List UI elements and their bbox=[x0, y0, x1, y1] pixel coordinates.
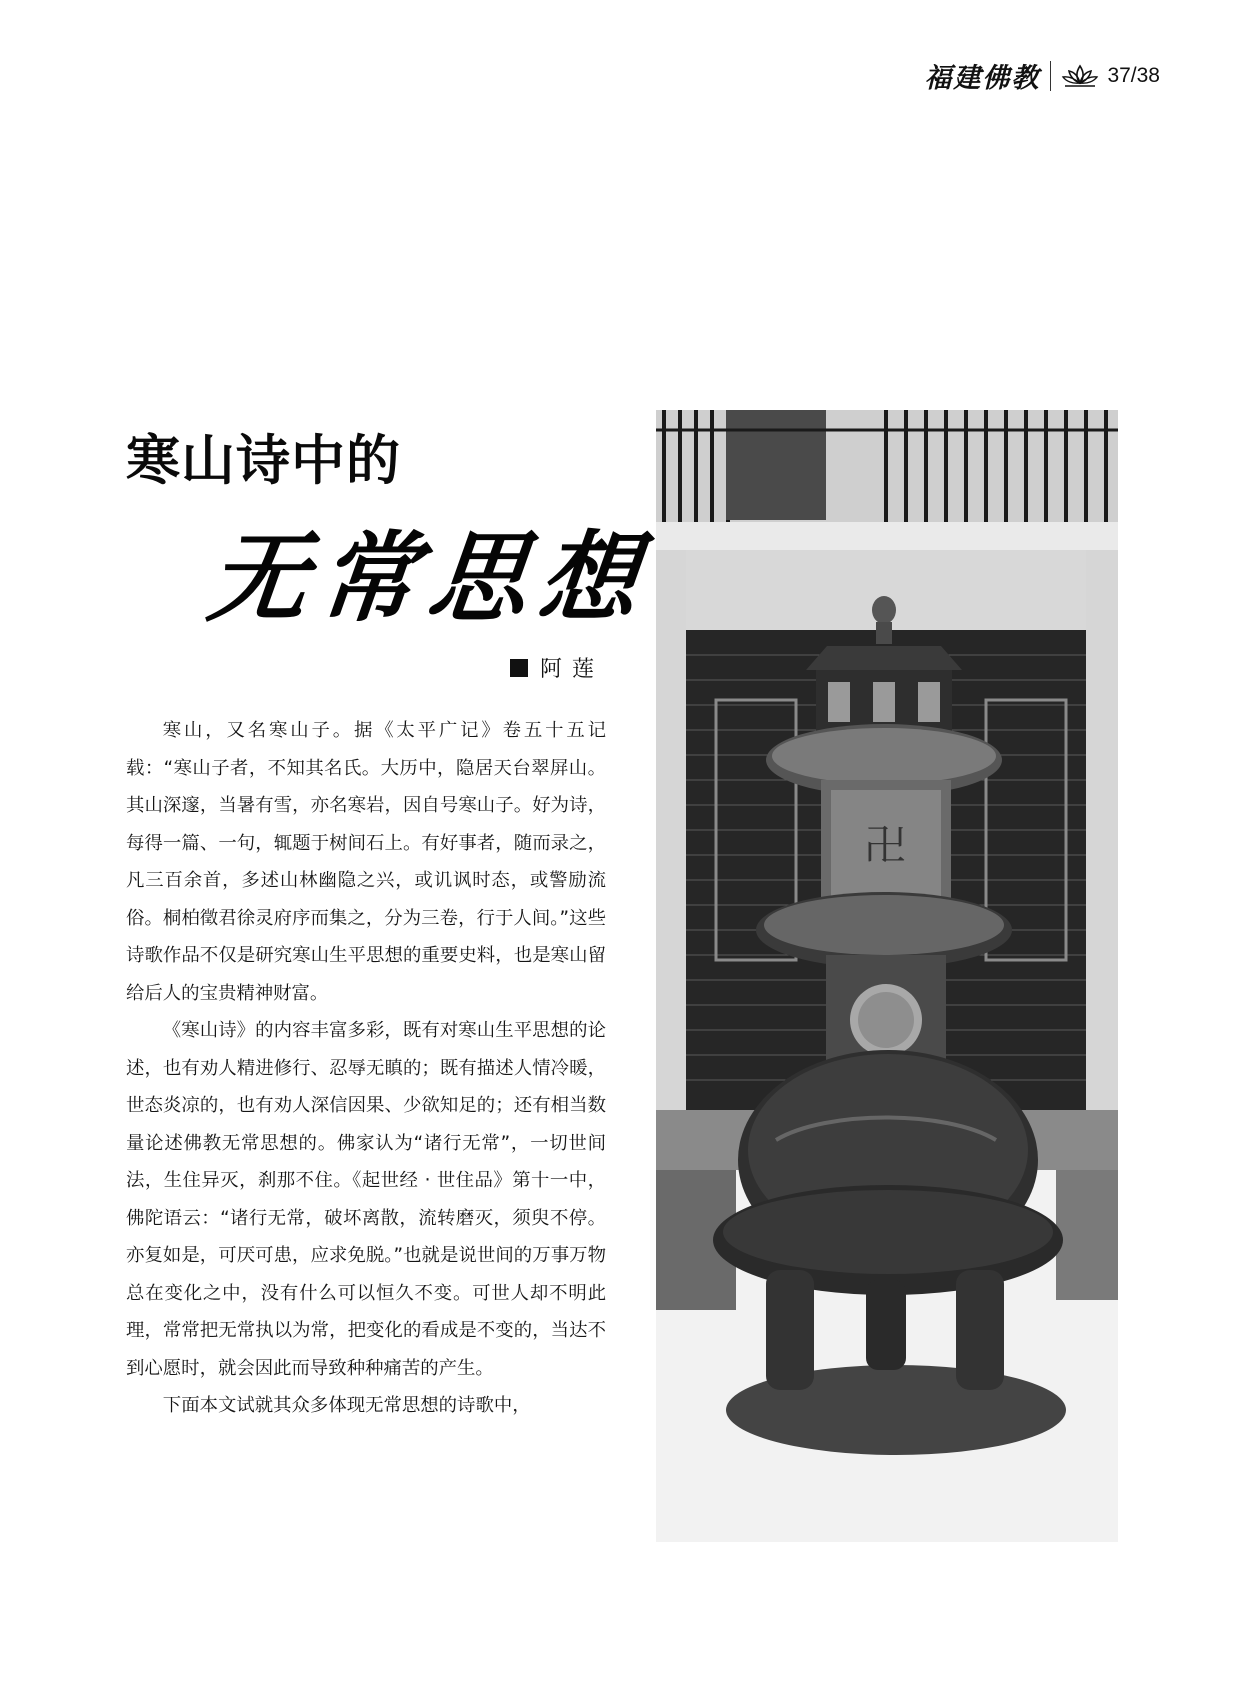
author-byline bbox=[510, 652, 604, 683]
body-paragraph: 《寒山诗》的内容丰富多彩，既有对寒山生平思想的论述，也有劝人精进修行、忍辱无瞋的；既有描述人情冷暖，世态炎凉的，也有劝人深信因果、少欲知足的；还有相当数量论述佛教无常思想的。佛家认为“诸行无常”，一切世间法，生住异灭，刹那不住。《起世经 · 世住品》第十一中，佛陀语云：“诸行无常，破坏离散，流转磨灭，须臾不停。亦复如是，可厌可患，应求免脱。”也就是说世间的万事万物总在变化之中，没有什么可以恒久不变。可世人却不明此理，常常把无常执以为常，把变化的看成是不变的，当达不到心愿时，就会因此而导致种种痛苦的产生。 bbox=[126, 1020, 606, 1379]
header-divider bbox=[1050, 61, 1051, 91]
body-paragraph: 寒山，又名寒山子。据《太平广记》卷五十五记载：“寒山子者，不知其名氏。大历中，隐居天台翠屏山。其山深邃，当暑有雪，亦名寒岩，因自号寒山子。好为诗，每得一篇、一句，辄题于树间石上。有好事者，随而录之，凡三百余首，多述山林幽隐之兴，或讥讽时态，或警励流俗。桐柏徵君徐灵府序而集之，分为三卷，行于人间。”这些诗歌作品不仅是研究寒山生平思想的重要史料，也是寒山留给后人的宝贵精神财富。 bbox=[126, 720, 606, 1004]
page-header bbox=[924, 56, 1160, 95]
body-paragraph: 下面本文试就其众多体现无常思想的诗歌中， bbox=[162, 1395, 531, 1416]
page-number: 37/38 bbox=[1107, 63, 1160, 87]
article-body bbox=[126, 712, 606, 1425]
magazine-title: 福建佛教 bbox=[924, 63, 1041, 94]
article-title-line1: 寒山诗中的 bbox=[126, 428, 401, 492]
photo-illustration bbox=[656, 410, 1118, 1542]
author-name: 阿莲 bbox=[540, 657, 605, 682]
svg-text:卍: 卍 bbox=[864, 821, 907, 870]
temple-incense-burner-photo bbox=[656, 410, 1118, 1542]
article-title-line2: 无常思想 bbox=[203, 521, 656, 636]
square-icon bbox=[510, 659, 528, 677]
lotus-icon bbox=[1061, 63, 1099, 89]
